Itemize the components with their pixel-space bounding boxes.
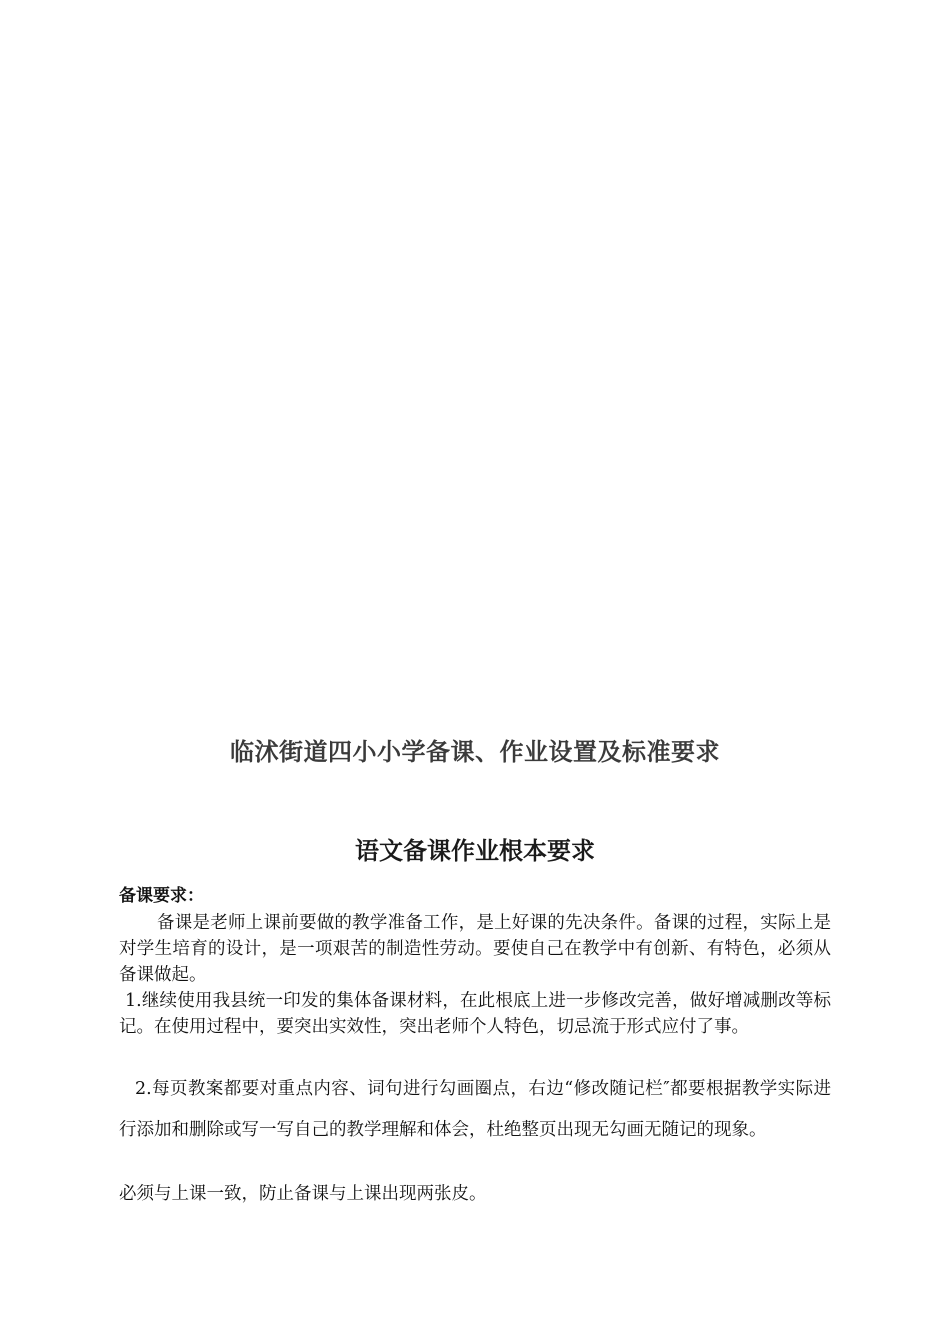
- paragraph-intro: 备课是老师上课前要做的教学准备工作，是上好课的先决条件。备课的过程，实际上是对学生培育的设计，是一项艰苦的制造性劳动。要使自己在教学中有创新、有特色，必须从备课做起。: [119, 913, 831, 985]
- paragraph-item-2: 2.每页教案都要对重点内容、词句进行勾画圈点，右边“修改随记栏″都要根据教学实际进行添加和删除或写一写自己的教学理解和体会，杜绝整页出现无勾画无随记的现象。: [119, 1079, 831, 1140]
- paragraph-item-1: 1.继续使用我县统一印发的集体备课材料，在此根底上进一步修改完善，做好增减删改等标记。在使用过程中，要突出实效性，突出老师个人特色，切忌流于形式应付了事。: [119, 991, 831, 1037]
- document-subtitle: 语文备课作业根本要求: [355, 837, 595, 865]
- document-title: 临沭街道四小小学备课、作业设置及标准要求: [230, 738, 720, 766]
- section-heading: 备课要求：: [119, 886, 204, 906]
- paragraph-note: 必须与上课一致，防止备课与上课出现两张皮。: [119, 1184, 487, 1204]
